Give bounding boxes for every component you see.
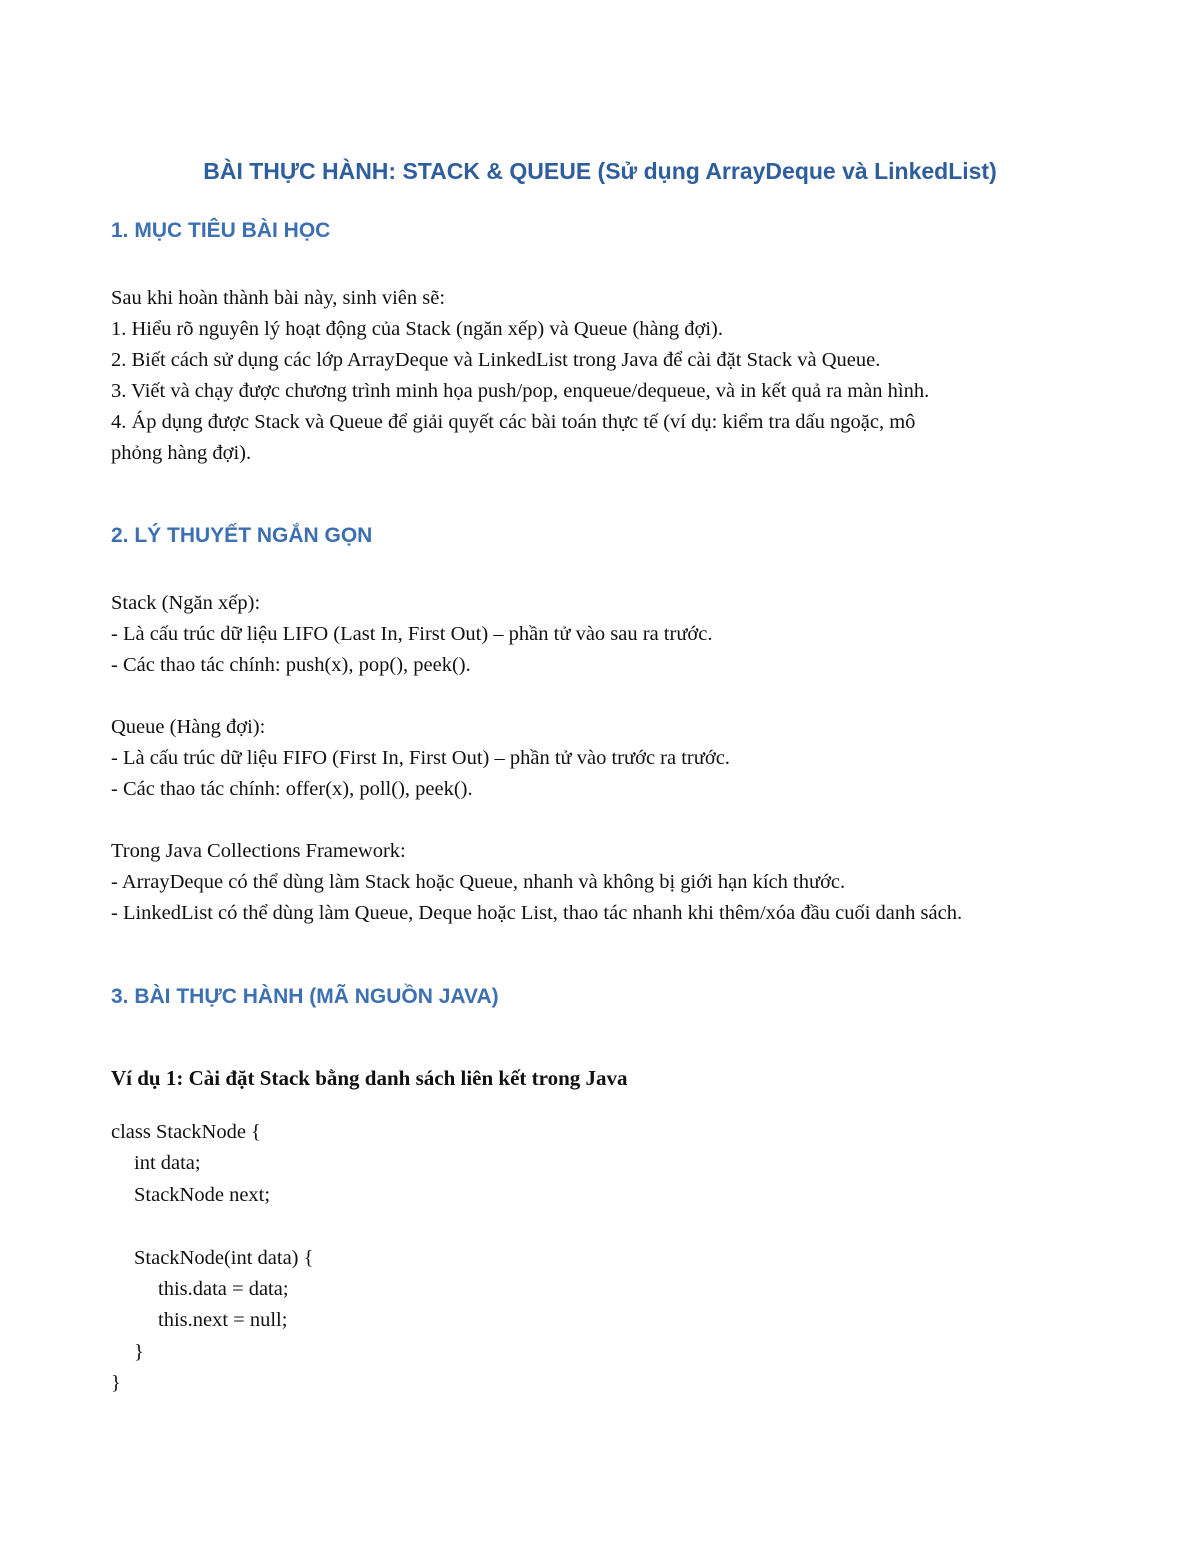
objective-item: 2. Biết cách sử dụng các lớp ArrayDeque và LinkedList trong Java để cài đặt Stack và Queue. <box>111 349 881 371</box>
objective-item: 1. Hiểu rõ nguyên lý hoạt động của Stack (ngăn xếp) và Queue (hàng đợi). <box>111 318 723 340</box>
theory-stack-heading: Stack (Ngăn xếp): <box>111 592 261 614</box>
theory-framework-line: - LinkedList có thể dùng làm Queue, Deque hoặc List, thao tác nhanh khi thêm/xóa đầu cuối danh sách. <box>111 902 963 924</box>
theory-stack-line: - Các thao tác chính: push(x), pop(), peek(). <box>111 654 471 676</box>
theory-framework-paragraph <box>111 836 1071 929</box>
theory-queue-line: - Các thao tác chính: offer(x), poll(), peek(). <box>111 778 473 800</box>
code-line: this.data = data; <box>158 1278 289 1301</box>
example-title: Ví dụ 1: Cài đặt Stack bằng danh sách liên kết trong Java <box>111 1066 628 1090</box>
objectives-intro: Sau khi hoàn thành bài này, sinh viên sẽ: <box>111 287 446 309</box>
code-line: StackNode next; <box>134 1183 271 1206</box>
section-heading-objectives: 1. MỤC TIÊU BÀI HỌC <box>111 219 331 242</box>
theory-queue-heading: Queue (Hàng đợi): <box>111 716 266 738</box>
code-line: int data; <box>134 1152 201 1175</box>
code-line-blank <box>111 1211 313 1242</box>
code-block <box>111 1117 313 1400</box>
code-line: class StackNode { <box>111 1121 261 1143</box>
theory-stack-paragraph <box>111 588 1071 681</box>
objective-item: 4. Áp dụng được Stack và Queue để giải quyết các bài toán thực tế (ví dụ: kiểm tra dấu ngoặc, mô <box>111 411 916 433</box>
code-line: } <box>134 1340 144 1363</box>
objectives-paragraph <box>111 283 1071 469</box>
page-title: BÀI THỰC HÀNH: STACK & QUEUE (Sử dụng ArrayDeque và LinkedList) <box>203 158 997 184</box>
code-line: StackNode(int data) { <box>134 1246 314 1269</box>
objective-item-continuation: phỏng hàng đợi). <box>111 442 252 464</box>
code-line: } <box>111 1372 121 1395</box>
theory-queue-line: - Là cấu trúc dữ liệu FIFO (First In, First Out) – phần tử vào trước ra trước. <box>111 747 730 769</box>
theory-framework-heading: Trong Java Collections Framework: <box>111 840 406 862</box>
theory-framework-line: - ArrayDeque có thể dùng làm Stack hoặc Queue, nhanh và không bị giới hạn kích thước. <box>111 871 846 893</box>
objective-item: 3. Viết và chạy được chương trình minh họa push/pop, enqueue/dequeue, và in kết quả ra màn hình. <box>111 380 930 402</box>
theory-stack-line: - Là cấu trúc dữ liệu LIFO (Last In, First Out) – phần tử vào sau ra trước. <box>111 623 713 645</box>
theory-queue-paragraph <box>111 712 1071 805</box>
section-heading-practice: 3. BÀI THỰC HÀNH (MÃ NGUỒN JAVA) <box>111 985 499 1008</box>
section-heading-theory: 2. LÝ THUYẾT NGẮN GỌN <box>111 524 373 547</box>
code-line: this.next = null; <box>158 1309 288 1332</box>
